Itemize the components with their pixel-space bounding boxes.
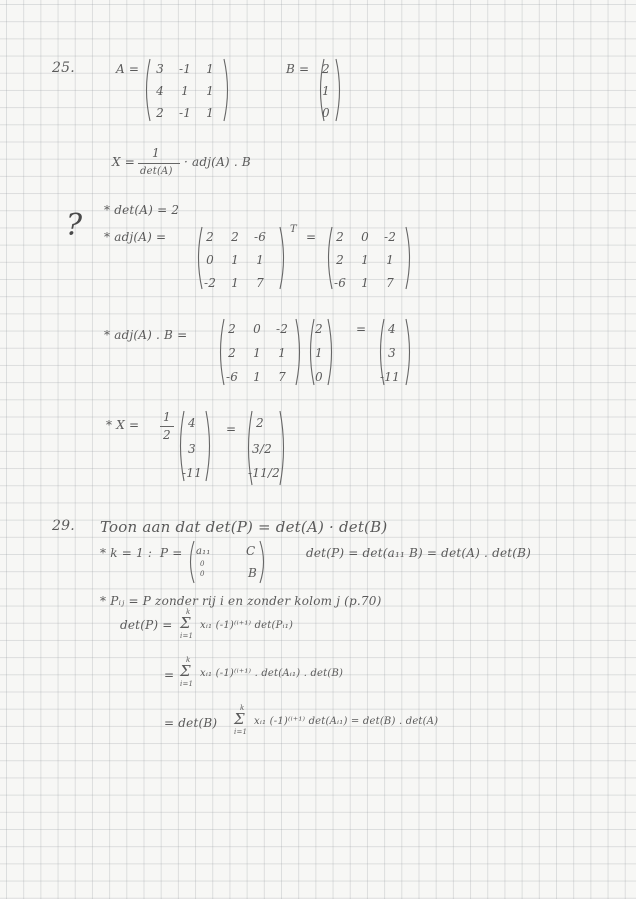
adjb-entry: -11: [380, 370, 400, 384]
exercise-number-29: 29.: [52, 518, 75, 534]
equals-sign: =: [226, 422, 237, 436]
step-adj-a-label: * adj(A) =: [104, 230, 167, 244]
adjb-entry: 4: [388, 322, 396, 336]
matrix-b-entry: 0: [322, 106, 330, 120]
step-adj-b-label: * adj(A) . B =: [104, 328, 188, 342]
step-det-a: * det(A) = 2: [104, 203, 180, 217]
b2-entry: 1: [315, 346, 323, 360]
matrix-a-right-paren: [222, 58, 232, 122]
adj-right-paren: [404, 226, 414, 290]
fraction-bar: [138, 163, 180, 164]
sum3-sigma: Σ: [234, 710, 245, 728]
adj-row: 2 1 1: [336, 253, 394, 267]
exercise-number-25: 25.: [52, 60, 75, 76]
line3-lhs: = det(B): [164, 716, 218, 730]
line3-rhs: xᵢ₁ (-1)⁽ⁱ⁺¹⁾ det(Aᵢ₁) = det(B) . det(A): [254, 716, 439, 727]
sum3-bottom: i=1: [234, 728, 248, 736]
fraction-numerator: 1: [152, 146, 160, 160]
p-matrix-entry: C: [246, 544, 256, 558]
line1-rhs: xᵢ₁ (-1)⁽ⁱ⁺¹⁾ det(Pᵢ₁): [200, 620, 294, 631]
p-matrix-entry: 0: [200, 560, 205, 568]
fraction-denominator: det(A): [140, 166, 173, 177]
matrix-b-entry: 1: [322, 84, 330, 98]
case-k1-label: * k = 1 :: [100, 546, 153, 560]
half-fraction-bar: [160, 426, 174, 427]
matrix-a-row: 4 1 1: [156, 84, 214, 98]
half-numerator: 1: [163, 410, 171, 424]
x-result-entry: 2: [256, 416, 264, 430]
p-matrix-entry: a₁₁: [196, 546, 211, 557]
p-matrix-entry: 0: [200, 570, 205, 578]
adj2-row: 2 0 -2: [228, 322, 289, 336]
matrix-a-label: A =: [116, 62, 140, 76]
halfvec-entry: 4: [188, 416, 196, 430]
sum2-top: k: [186, 656, 191, 664]
adj2-row: -6 1 7: [225, 370, 286, 384]
x-label: X =: [112, 155, 136, 169]
adj2-right-paren: [294, 318, 304, 386]
sum3-top: k: [240, 704, 245, 712]
pij-definition: * Pᵢⱼ = P zonder rij i en zonder kolom j (p.70): [100, 594, 382, 608]
adjt-row: 0 1 1: [206, 253, 264, 267]
xres-right-paren: [278, 410, 288, 486]
halfvec-entry: -11: [182, 466, 202, 480]
step-x-label: * X =: [106, 418, 140, 432]
exercise-29-heading: Toon aan dat det(P) = det(A) · det(B): [100, 518, 388, 536]
x-result-entry: 3/2: [252, 442, 272, 456]
line1-lhs: det(P) =: [120, 618, 173, 632]
adjt-row: -2 1 7: [203, 276, 264, 290]
case-k1-result: det(P) = det(a₁₁ B) = det(A) . det(B): [306, 546, 532, 560]
matrix-b-entry: 2: [322, 62, 330, 76]
sum1-bottom: i=1: [180, 632, 194, 640]
adj-row: 2 0 -2: [336, 230, 397, 244]
p-label: P =: [160, 546, 183, 560]
x-result-entry: -11/2: [248, 466, 281, 480]
matrix-a-row: 3 -1 1: [156, 62, 214, 76]
matrix-a-row: 2 -1 1: [156, 106, 214, 120]
sum2-sigma: Σ: [180, 662, 191, 680]
question-mark-annotation: ?: [66, 208, 83, 243]
adjb-right-paren: [404, 318, 414, 386]
halfvec-entry: 3: [188, 442, 196, 456]
adjb-entry: 3: [388, 346, 396, 360]
half-denominator: 2: [163, 428, 171, 442]
sum1-top: k: [186, 608, 191, 616]
p-matrix-right-paren: [258, 540, 268, 584]
adjt-right-paren: [278, 226, 288, 290]
equals-sign: =: [306, 230, 317, 244]
line2-lhs: =: [164, 668, 175, 682]
matrix-b-label: B =: [286, 62, 310, 76]
adj-row: -6 1 7: [333, 276, 394, 290]
x-formula-rest: · adj(A) . B: [184, 155, 251, 169]
sum1-sigma: Σ: [180, 614, 191, 632]
p-matrix-entry: B: [248, 566, 258, 580]
sum2-bottom: i=1: [180, 680, 194, 688]
b2-right-paren: [326, 318, 336, 386]
adjt-row: 2 2 -6: [206, 230, 267, 244]
transpose-mark: T: [290, 224, 297, 235]
b2-entry: 2: [315, 322, 323, 336]
line2-rhs: xᵢ₁ (-1)⁽ⁱ⁺¹⁾ . det(Aᵢ₁) . det(B): [200, 668, 344, 679]
matrix-b-right-paren: [334, 58, 344, 122]
halfvec-right-paren: [204, 410, 214, 482]
equals-sign: =: [356, 322, 367, 336]
adj2-row: 2 1 1: [228, 346, 286, 360]
p-matrix-left-paren: [186, 540, 196, 584]
b2-entry: 0: [315, 370, 323, 384]
